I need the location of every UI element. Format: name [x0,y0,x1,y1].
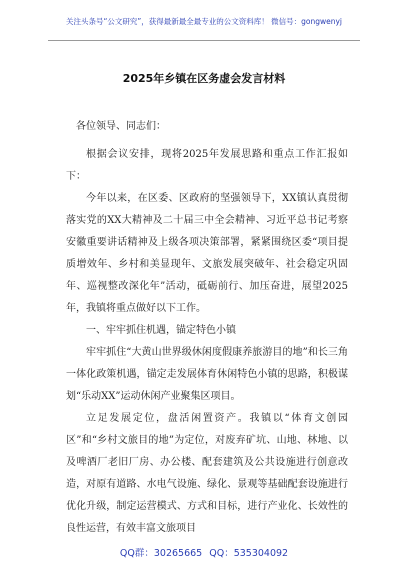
salutation: 各位领导、同志们： [76,121,166,132]
header-divider [48,40,360,41]
paragraph: 根据会议安排，现将2025年发展思路和重点工作汇报如下： [66,149,348,182]
paragraph: 今年以来，在区委、区政府的坚强领导下，XX镇认真贯彻落实党的XX大精神及二十届三中全会精神、习近平总书记考察安徽重要讲话精神及上级各项决策部署，紧紧围绕区委“项目提质增效年、乡村和美显现年、文旅发展突破年、社会稳定巩固年、巡视整改深化年”活动，砥砺前行、加压奋进，展望2025年，我镇将重点做好以下工作。 [66,193,348,314]
section-heading: 一、牢牢抓住机遇，锚定特色小镇 [86,325,236,336]
document-title: 2025年乡镇在区务虚会发言材料 [122,72,286,85]
document-body [66,116,348,540]
paragraph: 立足发展定位，盘活闲置资产。我镇以“体育文创园区”和“乡村文旅目的地”为定位，对废弃矿坑、山地、林地、以及啤酒厂老旧厂房、办公楼、配套建筑及公共设施进行创意改造，对原有道路、水电气设施、绿化、景观等基础配套设施进行优化升级，制定运营模式、方式和目标，进行产业化、长效性的良性运营，有效丰富文旅项目 [66,413,348,534]
footer-contact: QQ群：30265665 QQ：535304092 [119,548,289,559]
paragraph: 牢牢抓住“大黄山世界级休闲度假康养旅游目的地”和长三角一体化政策机遇，锚定走发展体育休闲特色小镇的思路，积极谋划“乐动XX”运动休闲产业聚集区项目。 [66,347,348,402]
header-promo-text: 关注头条号“公文研究”，获得最新最全最专业的公文资料库！ 微信号：gongwenyj [65,17,343,26]
